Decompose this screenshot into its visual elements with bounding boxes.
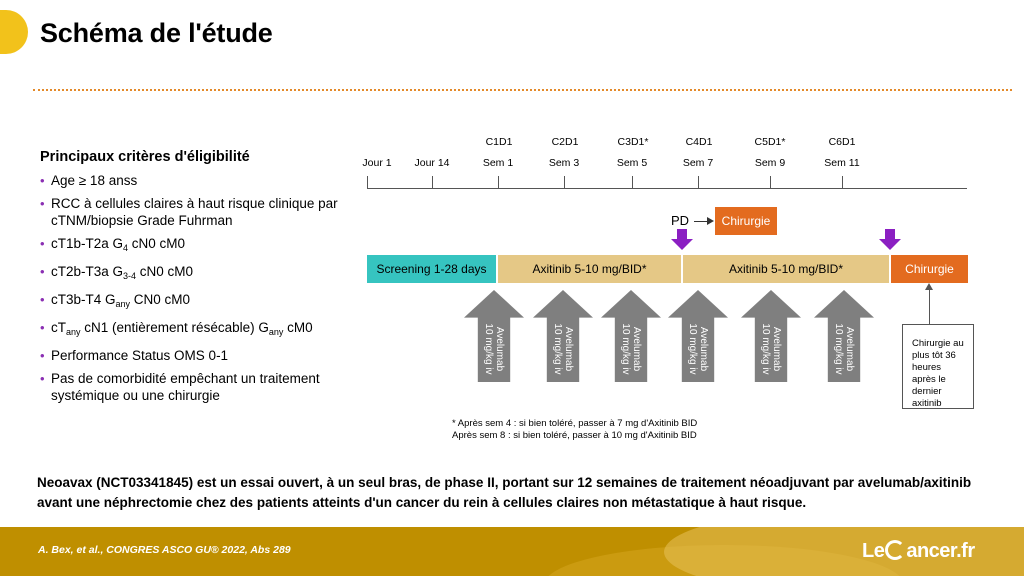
criteria-item: • cT2b-T3a $G_{3-4}$ cN0 cM0: [40, 263, 360, 285]
footnote-line-1: * Après sem 4 : si bien toléré, passer à 7 mg d'Axitinib BID: [452, 418, 698, 429]
phase-screening-bar: Screening 1-28 days: [367, 255, 496, 283]
avelumab-up-arrow-icon: [814, 290, 874, 382]
study-summary: Neoavax (NCT03341845) est un essai ouvert, à un seul bras, de phase II, portant sur 12 semaines de traitement néoadjuvant par avelumab/axitinib avant une néphrectomie chez des patients atteints d'un cancer du rein à cellules claires non métastatique à haut risque.: [37, 475, 972, 510]
timeline-axis: [367, 188, 967, 189]
logo-ring-icon: [885, 540, 905, 560]
surgery-callout-box: Chirurgie au plus tôt 36 heures après le dernier axitinib: [902, 324, 974, 409]
pd-arrow-icon: [707, 217, 714, 225]
avelumab-label: Avelumab: [771, 326, 782, 372]
avelumab-label: Avelumab: [494, 326, 505, 372]
avelumab-dose-label: 10 mg/kg iv: [833, 323, 844, 375]
avelumab-label: Avelumab: [844, 326, 855, 372]
avelumab-up-arrow-icon: [601, 290, 661, 382]
timeline-tick: [632, 176, 633, 188]
criteria-item: • cT1b-T2a $G_4$ cN0 cM0: [40, 235, 360, 257]
phase-axitinib-bar-2: Axitinib 5-10 mg/BID*: [683, 255, 889, 283]
avelumab-label: Avelumab: [563, 326, 574, 372]
timepoint-jour-1: Jour 1: [362, 157, 392, 169]
avelumab-up-arrow-icon: [533, 290, 593, 382]
phase-surgery-bar: Chirurgie: [891, 255, 968, 283]
avelumab-dose-label: 10 mg/kg iv: [552, 323, 563, 375]
dose-footnote: [452, 418, 697, 442]
avelumab-up-arrow-icon: [464, 290, 524, 382]
timeline-tick: [770, 176, 771, 188]
criteria-item: • cT3b-T4 $G_{any}$ CN0 cM0: [40, 291, 360, 313]
timeline-tick: [432, 176, 433, 188]
lecancer-logo[interactable]: Le ancer.fr: [862, 540, 975, 562]
avelumab-dose-label: 10 mg/kg iv: [760, 323, 771, 375]
footer-reference: A. Bex, et al., CONGRES ASCO GU® 2022, Abs 289: [38, 544, 291, 556]
avelumab-up-arrow-icon: [741, 290, 801, 382]
pd-surgery-box: Chirurgie: [715, 207, 777, 235]
timepoint-sem-1: Sem 1: [482, 157, 514, 169]
timepoint-sem-11: Sem 11: [824, 157, 860, 169]
pd-arrow-line: [694, 221, 708, 222]
pd-label: PD: [671, 213, 690, 228]
footnote-line-2: Après sem 8 : si bien toléré, passer à 10 mg d'Axitinib BID: [452, 430, 697, 441]
purple-down-arrow-icon: [671, 229, 693, 251]
avelumab-dose-label: 10 mg/kg iv: [687, 323, 698, 375]
title-divider: [33, 89, 1012, 91]
footer-bar: [0, 527, 1024, 576]
timepoint-sem-3: Sem 3: [548, 157, 580, 169]
cycle-label-c2d1: C2D1: [551, 136, 579, 148]
purple-down-arrow-icon: [879, 229, 901, 251]
timeline-tick: [498, 176, 499, 188]
phase-axitinib-bar-1: Axitinib 5-10 mg/BID*: [498, 255, 681, 283]
criteria-item: • RCC à cellules claires à haut risque clinique par cTNM/biopsie Grade Fuhrman: [40, 195, 360, 229]
criteria-item: • Age ≥ 18 anss: [40, 172, 360, 189]
cycle-label-c3d1: C3D1*: [617, 136, 649, 148]
callout-connector: [929, 286, 930, 324]
timeline-tick: [367, 176, 368, 188]
timeline-tick: [698, 176, 699, 188]
cycle-label-c4d1: C4D1: [685, 136, 713, 148]
avelumab-label: Avelumab: [698, 326, 709, 372]
timepoint-sem-9: Sem 9: [754, 157, 786, 169]
avelumab-dose-label: 10 mg/kg iv: [483, 323, 494, 375]
timepoint-sem-7: Sem 7: [682, 157, 714, 169]
avelumab-label: Avelumab: [631, 326, 642, 372]
cycle-label-c1d1: C1D1: [485, 136, 513, 148]
criteria-heading: Principaux critères d'éligibilité: [40, 149, 250, 165]
criteria-list: [40, 172, 360, 410]
cycle-label-c6d1: C6D1: [828, 136, 856, 148]
corner-accent-shape: [0, 10, 28, 54]
timeline-tick: [842, 176, 843, 188]
slide-title: Schéma de l'étude: [40, 18, 273, 48]
criteria-item: • Pas de comorbidité empêchant un traitement systémique ou une chirurgie: [40, 370, 360, 404]
callout-arrow-icon: [925, 283, 933, 290]
timepoint-jour-14: Jour 14: [414, 157, 450, 169]
criteria-item: • Performance Status OMS 0-1: [40, 347, 360, 364]
avelumab-up-arrow-icon: [668, 290, 728, 382]
avelumab-dose-label: 10 mg/kg iv: [620, 323, 631, 375]
timepoint-sem-5: Sem 5: [616, 157, 648, 169]
timeline-tick: [564, 176, 565, 188]
criteria-item: • $cT_{any}$ cN1 (entièrement résécable) $G_{any}$ cM0: [40, 319, 360, 341]
cycle-label-c5d1: C5D1*: [754, 136, 786, 148]
